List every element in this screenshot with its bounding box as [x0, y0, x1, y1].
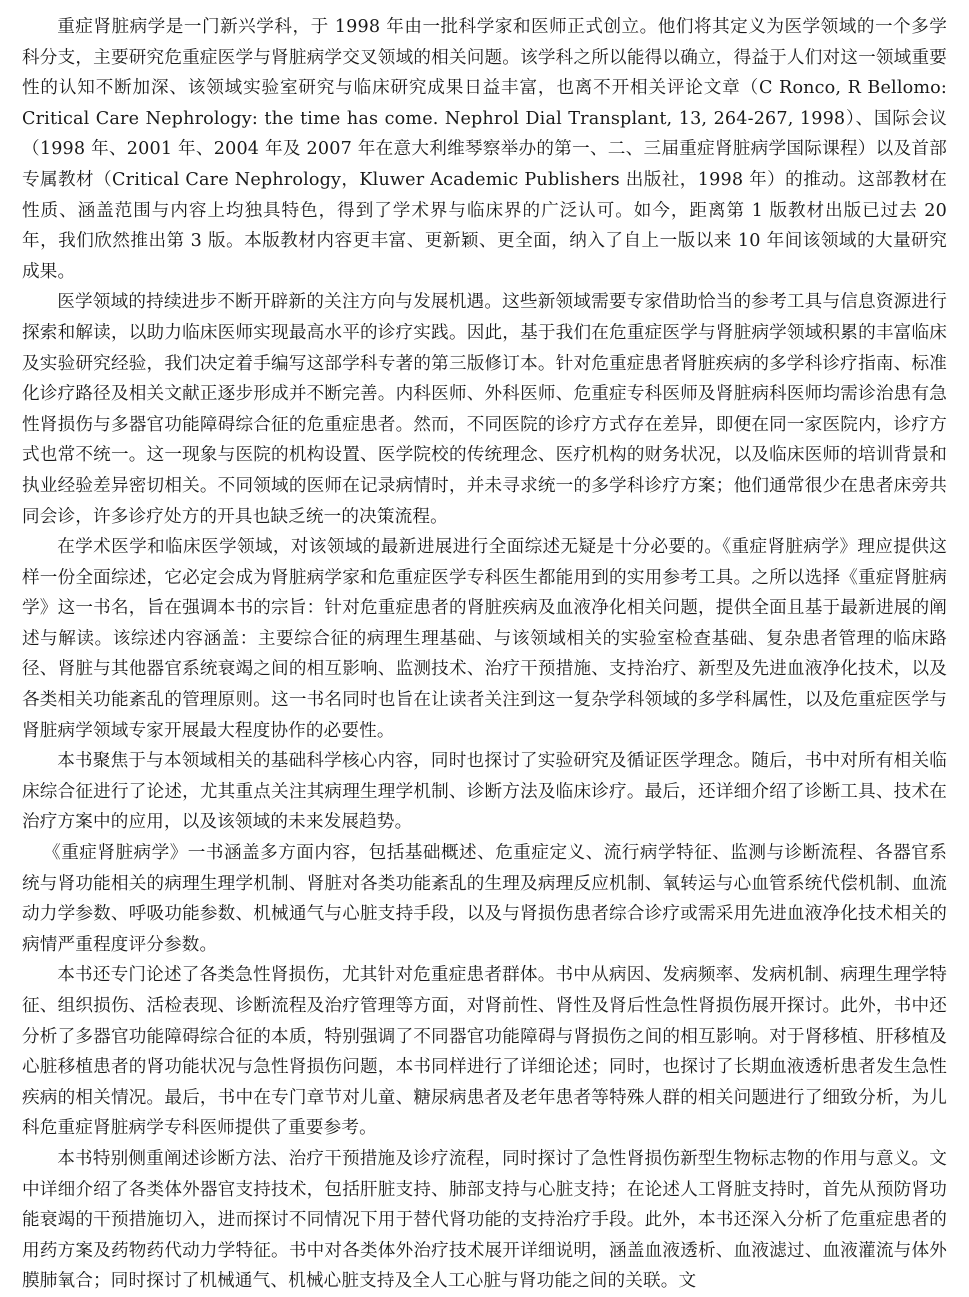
paragraph-book-title-rationale: 在学术医学和临床医学领域，对该领域的最新进展进行全面综述无疑是十分必要的。《重症肾脏病学》理应提供这样一份全面综述，它必定会成为肾脏病学家和危重症医学专科医生都能用到的实用参考工具。之所以选择《重症肾脏病学》这一书名，旨在强调本书的宗旨：针对危重症患者的肾脏疾病及血液净化相关问题，提供全面且基于最新进展的阐述与解读。该综述内容涵盖：主要综合征的病理生理基础、与该领域相关的实验室检查基础、复杂患者管理的临床路径、肾脏与其他器官系统衰竭之间的相互影响、监测技术、治疗干预措施、支持治疗、新型及先进血液净化技术，以及各类相关功能紊乱的管理原则。这一书名同时也旨在让读者关注到这一复杂学科领域的多学科属性，以及危重症医学与肾脏病学领域专家开展最大程度协作的必要性。 — [22, 537, 947, 741]
paragraph-scope: 《重症肾脏病学》一书涵盖多方面内容，包括基础概述、危重症定义、流行病学特征、监测与诊断流程、各器官系统与肾功能相关的病理生理学机制、肾脏对各类功能紊乱的生理及病理反应机制、氧转运与心血管系统代偿机制、血流动力学参数、呼吸功能参数、机械通气与心脏支持手段，以及与肾损伤患者综合诊疗或需采用先进血液净化技术相关的病情严重程度评分参数。 — [22, 843, 947, 955]
paragraph-focus: 本书聚焦于与本领域相关的基础科学核心内容，同时也探讨了实验研究及循证医学理念。随后，书中对所有相关临床综合征进行了论述，尤其重点关注其病理生理学机制、诊断方法及临床诊疗。最后，还详细介绍了诊断工具、技术在治疗方案中的应用，以及该领域的未来发展趋势。 — [22, 751, 947, 833]
paragraph-acute-kidney-injury: 本书还专门论述了各类急性肾损伤，尤其针对危重症患者群体。书中从病因、发病频率、发病机制、病理生理学特征、组织损伤、活检表现、诊断流程及治疗管理等方面，对肾前性、肾性及肾后性急性肾损伤展开探讨。此外，书中还分析了多器官功能障碍综合征的本质，特别强调了不同器官功能障碍与肾损伤之间的相互影响。对于肾移植、肝移植及心脏移植患者的肾功能状况与急性肾损伤问题，本书同样进行了详细论述；同时，也探讨了长期血液透析患者发生急性疾病的相关情况。最后，书中在专门章节对儿童、糖尿病患者及老年患者等特殊人群的相关问题进行了细致分析，为儿科危重症肾脏病学专科医师提供了重要参考。 — [22, 965, 947, 1139]
document-page — [22, 12, 947, 1297]
paragraph-motivation: 医学领域的持续进步不断开辟新的关注方向与发展机遇。这些新领域需要专家借助恰当的参考工具与信息资源进行探索和解读，以助力临床医师实现最高水平的诊疗实践。因此，基于我们在危重症医学与肾脏病学领域积累的丰富临床及实验研究经验，我们决定着手编写这部学科专著的第三版修订本。针对危重症患者肾脏疾病的多学科诊疗指南、标准化诊疗路径及相关文献正逐步形成并不断完善。内科医师、外科医师、危重症专科医师及肾脏病科医师均需诊治患有急性肾损伤与多器官功能障碍综合征的危重症患者。然而，不同医院的诊疗方式存在差异，即便在同一家医院内，诊疗方式也常不统一。这一现象与医院的机构设置、医学院校的传统理念、医疗机构的财务状况，以及临床医师的培训背景和执业经验差异密切相关。不同领域的医师在记录病情时，并未寻求统一的多学科诊疗方案；他们通常很少在患者床旁共同会诊，许多诊疗处方的开具也缺乏统一的决策流程。 — [22, 292, 947, 527]
paragraph-diagnostics-and-therapy: 本书特别侧重阐述诊断方法、治疗干预措施及诊疗流程，同时探讨了急性肾损伤新型生物标志物的作用与意义。文中详细介绍了各类体外器官支持技术，包括肝脏支持、肺部支持与心脏支持；在论述人工肾脏支持时，首先从预防肾功能衰竭的干预措施切入，进而探讨不同情况下用于替代肾功能的支持治疗手段。此外，本书还深入分析了危重症患者的用药方案及药物药代动力学特征。书中对各类体外治疗技术展开详细说明，涵盖血液透析、血液滤过、血液灌流与体外膜肺氧合；同时探讨了机械通气、机械心脏支持及全人工心脏与肾功能之间的关联。文 — [22, 1148, 947, 1292]
paragraph-introduction: 重症肾脏病学是一门新兴学科，于 1998 年由一批科学家和医师正式创立。他们将其定义为医学领域的一个多学科分支，主要研究危重症医学与肾脏病学交叉领域的相关问题。该学科之所以能得以确立，得益于人们对这一领域重要性的认知不断加深、该领域实验室研究与临床研究成果日益丰富，也离不开相关评论文章（C Ronco, R Bellomo: Critical Care Nephrology: the time has come. Nephrol Dial Transplant, 13, 264-267, 1998）、国际会议（1998 年、2001 年、2004 年及 2007 年在意大利维琴察举办的第一、二、三届重症肾脏病学国际课程）以及首部专属教材（Critical Care Nephrology，Kluwer Academic Publishers 出版社，1998 年）的推动。这部教材在性质、涵盖范围与内容上均独具特色，得到了学术界与临床界的广泛认可。如今，距离第 1 版教材出版已过去 20 年，我们欣然推出第 3 版。本版教材内容更丰富、更新颖、更全面，纳入了自上一版以来 10 年间该领域的大量研究成果。 — [22, 17, 947, 282]
